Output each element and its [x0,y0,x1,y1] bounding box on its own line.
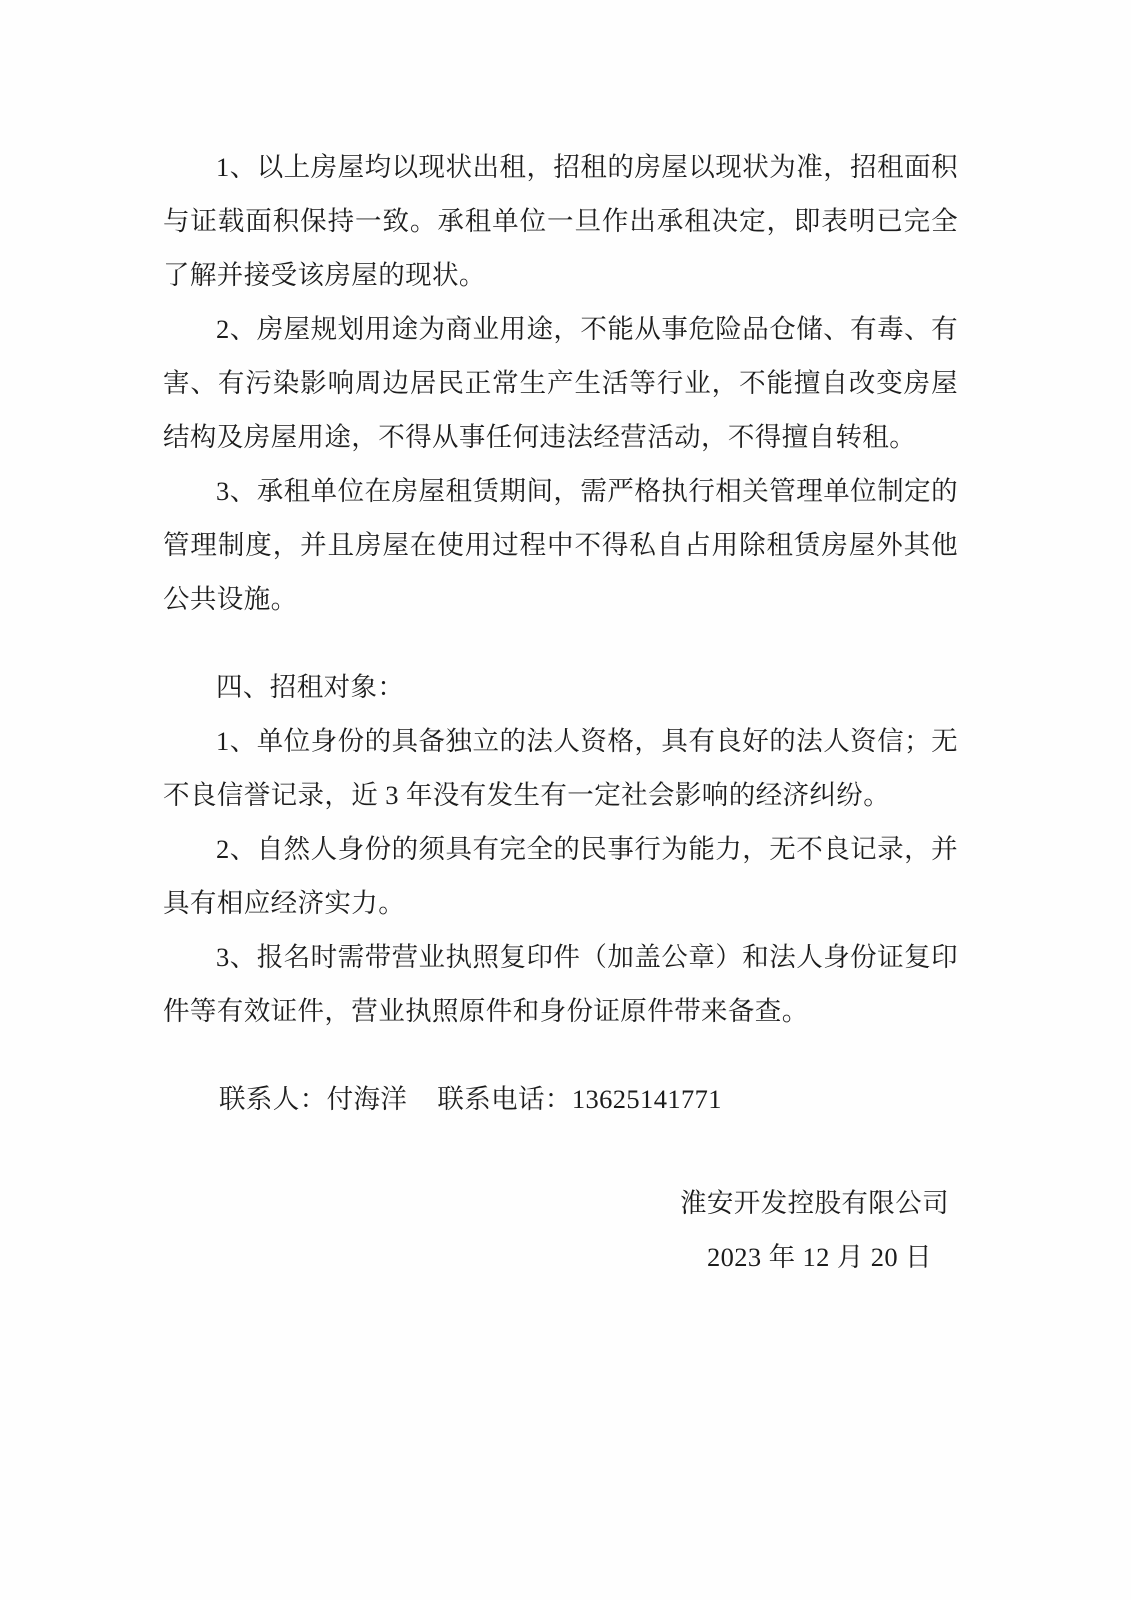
signature-company: 淮安开发控股有限公司 [680,1188,949,1218]
contact-line [163,1072,958,1126]
section-spacer [163,626,958,660]
contact-person-label: 联系人： [219,1084,327,1114]
section-heading: 四、招租对象： [216,672,405,702]
section-item-1: 1、单位身份的具备独立的法人资格，具有良好的法人资信；无不良信誉记录，近 3 年没有发生有一定社会影响的经济纠纷。 [163,726,958,810]
section-item-3: 3、报名时需带营业执照复印件（加盖公章）和法人身份证复印件等有效证件，营业执照原件和身份证原件带来备查。 [163,942,958,1026]
contact-person-name: 付海洋 [326,1084,408,1114]
signature-date: 2023 年 12 月 20 日 [706,1242,932,1272]
paragraph-1: 1、以上房屋均以现状出租，招租的房屋以现状为准，招租面积与证载面积保持一致。承租单位一旦作出承租决定，即表明已完全了解并接受该房屋的现状。 [163,152,958,290]
contact-spacer [163,1038,958,1072]
section-item-2: 2、自然人身份的须具有完全的民事行为能力，无不良记录，并具有相应经济实力。 [163,834,958,918]
signature-block [163,1176,958,1284]
document-body [163,140,958,1126]
contact-phone-number: 13625141771 [571,1084,722,1114]
paragraph-3: 3、承租单位在房屋租赁期间，需严格执行相关管理单位制定的管理制度，并且房屋在使用过程中不得私自占用除租赁房屋外其他公共设施。 [163,476,958,614]
contact-phone-label: 联系电话： [437,1084,572,1114]
paragraph-2: 2、房屋规划用途为商业用途，不能从事危险品仓储、有毒、有害、有污染影响周边居民正常生产生活等行业，不能擅自改变房屋结构及房屋用途，不得从事任何违法经营活动，不得擅自转租。 [163,314,958,452]
